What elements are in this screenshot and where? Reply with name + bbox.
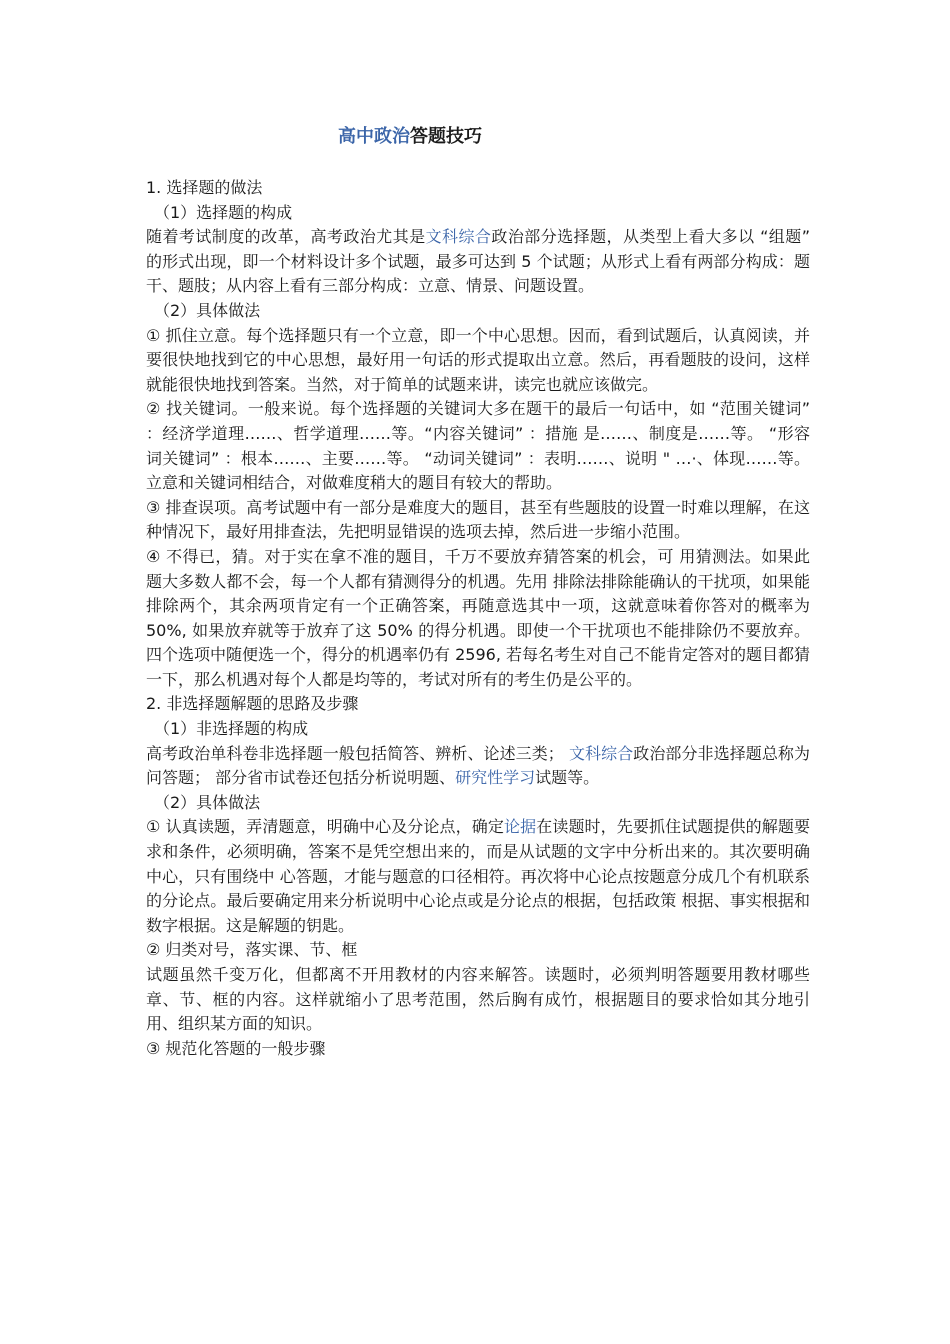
step-2-body: 试题虽然千变万化，但都离不开用教材的内容来解答。读题时，必须判明答题要用教材哪些章、节、框的内容。这样就缩小了思考范围，然后胸有成竹，根据题目的要求恰如其分地引用、组织某方面的知识。 (146, 965, 810, 1034)
text-run: 政治部分非选择题总称为问答题； 部分省市试卷还包括分析说明题、 (146, 743, 810, 788)
page-title (0, 124, 820, 150)
title-text: 答题技巧 (410, 126, 482, 147)
text-run: 高考政治单科卷非选择题一般包括简答、辨析、论述三类； (146, 743, 569, 763)
method-4: ④ 不得已，猜。对于实在拿不准的题目，千万不要放弃猜答案的机会，可 用猜测法。如果此题大多数人都不会，每一个人都有猜测得分的机遇。先用 排除法排除能确认的干扰项，如果能排除两个，其余两项肯定有一个正确答案，再随意选其中一项，这就意味着你答对的概率为 50%, 如果放弃就等于放弃了这 50% 的得分机遇。即使一个干扰项也不能排除仍不要放弃。四个选项中随便选一个，得分的机遇率仍有 2596, 若每名考生对自己不能肯定答对的题目都猜一下，那么机遇对每个人都是均等的，考试对所有的考生仍是公平的。 (146, 546, 810, 689)
method-2: ② 找关键词。一般来说。每个选择题的关键词大多在题干的最后一句话中，如 “范围关键词” ：经济学道理……、哲学道理……等。“内容关键词” ：措施 是……、制度是……等。 “形容词关键词” ：根本……、主要……等。 “动词关键词” ：表明……、说明 " …·、体现……等。立意和关键词相结合，对做难度稍大的题目有较大的帮助。 (146, 399, 810, 493)
section-2-heading: 2. 非选择题解题的思路及步骤 (146, 694, 359, 714)
section-2-sub-1: （1）非选择题的构成 (154, 719, 309, 739)
method-3: ③ 排查误项。高考试题中有一部分是难度大的题目，甚至有些题肢的设置一时难以理解，在这种情况下，最好用排查法，先把明显错误的选项去掉，然后进一步缩小范围。 (146, 497, 810, 542)
title-link[interactable]: 高中政治 (338, 126, 410, 147)
text-run: 政治部分选择题，从类型上看大多以 “组题” 的形式出现，即一个材料设计多个试题，最多可达到 5 个试题；从形式上看有两部分构成：题干、题肢；从内容上看有三部分构成：立意、情景、问题设置。 (146, 227, 810, 296)
text-run: 试题等。 (535, 768, 600, 788)
section-2-paragraph-1 (146, 742, 810, 791)
section-1-sub-2: （2）具体做法 (154, 300, 261, 320)
text-run: 随着考试制度的改革，高考政治尤其是 (146, 227, 426, 247)
link-lunju[interactable]: 论据 (503, 817, 537, 837)
method-1: ① 抓住立意。每个选择题只有一个立意，即一个中心思想。因而，看到试题后，认真阅读，并要很快地找到它的中心思想，最好用一句话的形式提取出立意。然后，再看题肢的设问，这样就能很快地找到答案。当然，对于简单的试题来讲，读完也就应该做完。 (146, 325, 810, 394)
document-body (146, 176, 810, 1061)
step-1 (146, 815, 810, 938)
text-run: ① 认真读题，弄清题意，明确中心及分论点，确定 (146, 817, 504, 837)
section-2-sub-2: （2）具体做法 (154, 792, 261, 812)
text-run: 在读题时，先要抓住试题提供的解题要求和条件，必须明确，答案不是凭空想出来的，而是从试题的文字中分析出来的。其次要明确中心，只有围绕中 心答题，才能与题意的口径相符。再次将中心论点按题意分成几个有机联系 的分论点。最后要确定用来分析说明中心论点或是分论点的根据，包括政策 根据、事实根据和数字根据。这是解题的钥匙。 (146, 817, 810, 935)
link-wenke-zonghe[interactable]: 文科综合 (425, 227, 492, 247)
step-3-heading: ③ 规范化答题的一般步骤 (146, 1038, 326, 1058)
section-1-sub-1: （1）选择题的构成 (154, 202, 293, 222)
link-wenke-zonghe-2[interactable]: 文科综合 (568, 743, 634, 763)
section-1-paragraph-1 (146, 225, 810, 299)
step-2-heading: ② 归类对号，落实课、节、框 (146, 940, 358, 960)
link-yanjiuxing-xuexi[interactable]: 研究性学习 (455, 768, 536, 788)
section-1-heading: 1. 选择题的做法 (146, 178, 263, 197)
